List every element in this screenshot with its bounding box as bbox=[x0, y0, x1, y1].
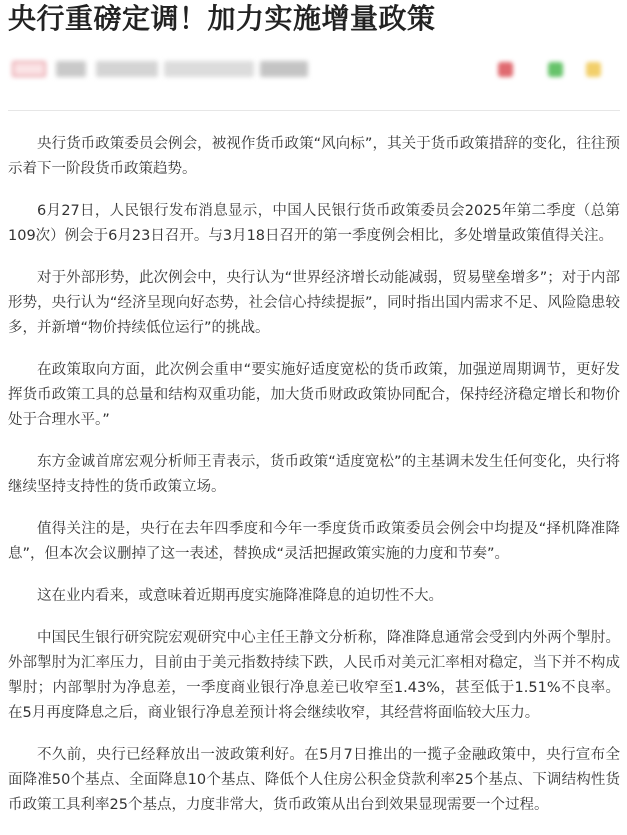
weibo-share-icon[interactable] bbox=[498, 62, 513, 77]
article-title: 央行重磅定调！加力实施增量政策 bbox=[8, 2, 436, 35]
publish-date bbox=[96, 61, 158, 77]
article-paragraph: 这在业内看来，或意味着近期再度实施降准降息的迫切性不大。 bbox=[37, 588, 443, 604]
article-paragraph: 不久前，央行已经释放出一波政策利好。在5月7日推出的一揽子金融政策中，央行宣布全面降准50个基点、全面降息10个基点、降低个人住房公积金贷款利率25个基点、下调结构性货币政策工具利率25个基点，力度非常大，货币政策从出台到效果显现需要一个过程。 bbox=[8, 747, 620, 813]
wechat-share-icon[interactable] bbox=[548, 62, 563, 77]
article-paragraph: 在政策取向方面，此次例会重申“要实施好适度宽松的货币政策，加强逆周期调节，更好发挥货币政策工具的总量和结构双重功能，加大货币财政政策协同配合，保持经济稳定增长和物价处于合理水平。” bbox=[8, 362, 620, 428]
publish-time bbox=[164, 61, 254, 77]
article-paragraph: 东方金诚首席宏观分析师王青表示，货币政策“适度宽松”的主基调未发生任何变化，央行将继续坚持支持性的货币政策立场。 bbox=[8, 454, 620, 495]
source-tag-badge bbox=[12, 61, 46, 77]
article-paragraph: 值得关注的是，央行在去年四季度和今年一季度货币政策委员会例会中均提及“择机降准降息”，但本次会议删掉了这一表述，替换成“灵活把握政策实施的力度和节奏”。 bbox=[8, 521, 620, 562]
article-body bbox=[8, 132, 620, 835]
article-meta-bar bbox=[8, 58, 620, 82]
qzone-share-icon[interactable] bbox=[586, 62, 601, 77]
author-name bbox=[56, 61, 86, 77]
article-paragraph: 6月27日，人民银行发布消息显示，中国人民银行货币政策委员会2025年第二季度（总第109次）例会于6月23日召开。与3月18日召开的第一季度例会相比，多处增量政策值得关注。 bbox=[8, 203, 620, 244]
article-paragraph: 央行货币政策委员会例会，被视作货币政策“风向标”，其关于货币政策措辞的变化，往往预示着下一阶段货币政策趋势。 bbox=[8, 136, 620, 177]
header-divider bbox=[8, 110, 620, 111]
article-paragraph: 中国民生银行研究院宏观研究中心主任王静文分析称，降准降息通常会受到内外两个掣肘。外部掣肘为汇率压力，目前由于美元指数持续下跌，人民币对美元汇率相对稳定，当下并不构成掣肘；内部掣肘为净息差，一季度商业银行净息差已收窄至1.43%，甚至低于1.51%不良率。在5月再度降息之后，商业银行净息差预计将会继续收窄，其经营将面临较大压力。 bbox=[8, 630, 620, 721]
source-name bbox=[260, 61, 308, 77]
article-paragraph: 对于外部形势，此次例会中，央行认为“世界经济增长动能减弱，贸易壁垒增多”；对于内部形势，央行认为“经济呈现向好态势，社会信心持续提振”，同时指出国内需求不足、风险隐患较多，并新增“物价持续低位运行”的挑战。 bbox=[8, 270, 620, 336]
